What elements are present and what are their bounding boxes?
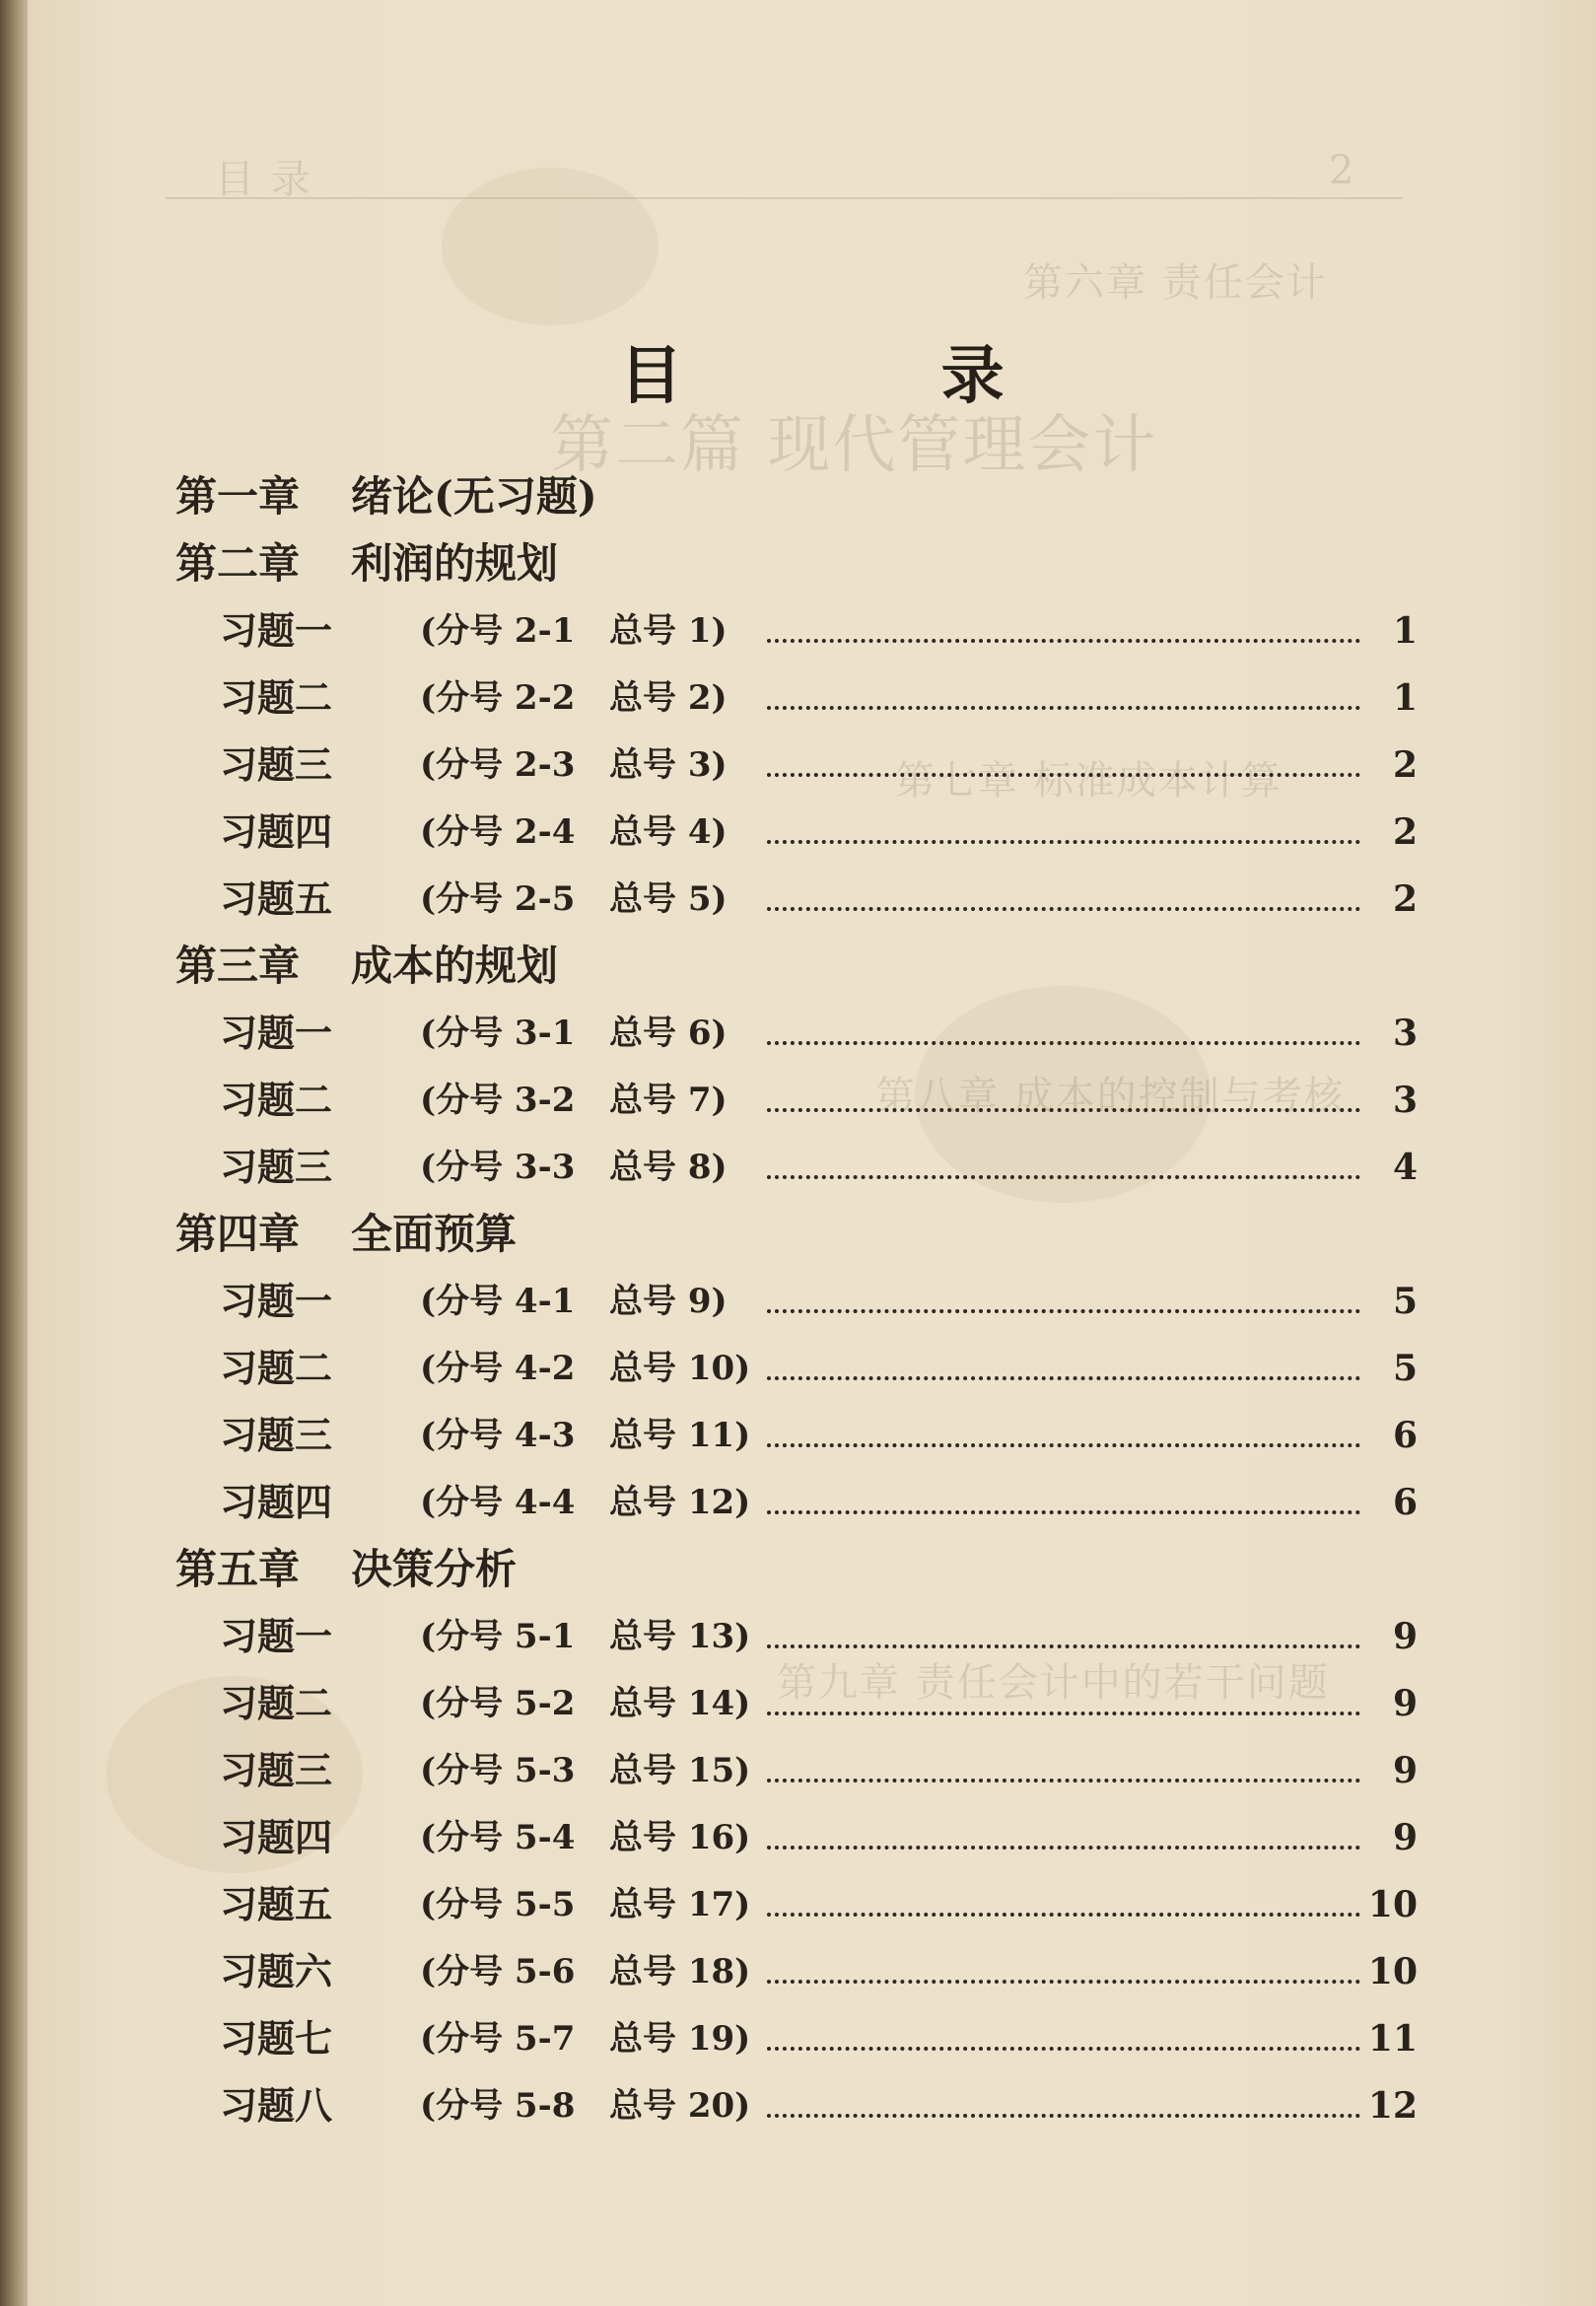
chapter-number: 第四章 <box>175 1210 301 1258</box>
exercise-name: 习题五 <box>220 876 333 921</box>
dot-leader <box>767 1108 1360 1112</box>
exercise-sub-number: (分号 3-1 <box>420 1013 576 1053</box>
dot-leader <box>767 1913 1360 1917</box>
bleed-through-header-left: 目 录 <box>215 157 312 202</box>
exercise-total-number: 总号 19) <box>609 2019 751 2059</box>
exercise-sub-number: (分号 4-3 <box>420 1416 576 1455</box>
toc-entry <box>175 1804 1418 1871</box>
exercise-sub-number: (分号 4-4 <box>420 1483 576 1522</box>
exercise-sub-number: (分号 5-5 <box>420 1885 576 1924</box>
exercise-name: 习题五 <box>220 1882 333 1926</box>
exercise-total-number: 总号 9) <box>609 1282 728 1321</box>
exercise-name: 习题四 <box>220 1480 333 1524</box>
exercise-sub-number: (分号 4-1 <box>420 1282 576 1321</box>
dot-leader <box>767 1376 1360 1380</box>
exercise-sub-number: (分号 2-1 <box>420 611 576 651</box>
chapter-number: 第一章 <box>175 472 301 521</box>
exercise-name: 习题一 <box>220 1279 333 1323</box>
chapter-heading <box>175 1201 1418 1268</box>
exercise-total-number: 总号 4) <box>609 812 728 852</box>
exercise-sub-number: (分号 3-2 <box>420 1081 576 1120</box>
dot-leader <box>767 1309 1360 1313</box>
bleed-through-chapter6: 第六章 责任会计 <box>1023 260 1328 306</box>
page-title: 目 录 <box>619 339 1123 413</box>
toc-entry <box>175 799 1418 866</box>
exercise-total-number: 总号 12) <box>609 1483 751 1522</box>
bleed-through-header-rule <box>166 197 1403 199</box>
bleed-through-chapter9: 第九章 责任会计中的若干问题 <box>777 1660 1330 1706</box>
page-number: 3 <box>1392 1080 1418 1121</box>
chapter-title: 成本的规划 <box>351 942 559 990</box>
page-number: 3 <box>1392 1013 1418 1054</box>
exercise-sub-number: (分号 5-4 <box>420 1818 576 1857</box>
toc-entry <box>175 1134 1418 1201</box>
page-number: 9 <box>1392 1817 1418 1858</box>
exercise-total-number: 总号 8) <box>609 1148 728 1187</box>
dot-leader <box>767 706 1360 710</box>
exercise-sub-number: (分号 5-2 <box>420 1684 576 1723</box>
exercise-name: 习题一 <box>220 1011 333 1055</box>
toc-entry <box>175 1670 1418 1737</box>
page-number: 5 <box>1392 1348 1418 1389</box>
toc-entry <box>175 1402 1418 1469</box>
toc-entry <box>175 732 1418 799</box>
exercise-total-number: 总号 16) <box>609 1818 751 1857</box>
exercise-sub-number: (分号 5-8 <box>420 2086 576 2126</box>
book-spine-shadow <box>0 0 28 2306</box>
chapter-title: 全面预算 <box>351 1210 518 1258</box>
bleed-through-chapter8: 第八章 成本的控制与考核 <box>875 1074 1346 1119</box>
chapter-number: 第三章 <box>175 942 301 990</box>
toc-entry <box>175 1603 1418 1670</box>
toc-entry <box>175 866 1418 933</box>
exercise-sub-number: (分号 5-1 <box>420 1617 576 1656</box>
page-number: 2 <box>1392 744 1418 786</box>
dot-leader <box>767 1712 1360 1715</box>
page-number: 9 <box>1392 1683 1418 1724</box>
exercise-name: 习题四 <box>220 1815 333 1859</box>
book-page <box>28 0 1596 2306</box>
exercise-name: 习题四 <box>220 809 333 854</box>
exercise-name: 习题二 <box>220 1078 333 1122</box>
chapter-title: 决策分析 <box>351 1545 518 1593</box>
exercise-total-number: 总号 17) <box>609 1885 751 1924</box>
exercise-total-number: 总号 2) <box>609 678 728 718</box>
exercise-sub-number: (分号 2-3 <box>420 745 576 785</box>
exercise-name: 习题二 <box>220 675 333 720</box>
exercise-total-number: 总号 3) <box>609 745 728 785</box>
page-number: 5 <box>1392 1281 1418 1322</box>
exercise-name: 习题一 <box>220 608 333 653</box>
exercise-total-number: 总号 14) <box>609 1684 751 1723</box>
dot-leader <box>767 1443 1360 1447</box>
toc-entry <box>175 1268 1418 1335</box>
dot-leader <box>767 773 1360 777</box>
toc-entry <box>175 1871 1418 1938</box>
page-number: 2 <box>1392 878 1418 920</box>
page-number: 2 <box>1392 811 1418 853</box>
page-number: 6 <box>1392 1415 1418 1456</box>
chapter-title: 利润的规划 <box>351 539 559 588</box>
chapter-heading <box>175 1536 1418 1603</box>
exercise-total-number: 总号 7) <box>609 1081 728 1120</box>
chapter-number: 第二章 <box>175 539 301 588</box>
dot-leader <box>767 1510 1360 1514</box>
chapter-title: 绪论(无习题) <box>351 472 597 521</box>
exercise-sub-number: (分号 5-7 <box>420 2019 576 2059</box>
bleed-through-chapter7: 第七章 标准成本计算 <box>895 758 1283 804</box>
dot-leader <box>767 1644 1360 1648</box>
toc-entry <box>175 2072 1418 2139</box>
page-number: 4 <box>1392 1147 1418 1188</box>
toc-entry <box>175 1067 1418 1134</box>
exercise-name: 习题七 <box>220 2016 333 2061</box>
bleed-through-banner: 第二篇 现代管理会计 <box>550 409 1158 482</box>
dot-leader <box>767 840 1360 844</box>
chapter-heading <box>175 933 1418 1000</box>
exercise-sub-number: (分号 2-5 <box>420 879 576 919</box>
exercise-name: 习题八 <box>220 2083 333 2128</box>
dot-leader <box>767 1779 1360 1782</box>
exercise-name: 习题三 <box>220 1145 333 1189</box>
dot-leader <box>767 639 1360 643</box>
exercise-total-number: 总号 1) <box>609 611 728 651</box>
toc-entry <box>175 664 1418 732</box>
dot-leader <box>767 2047 1360 2051</box>
toc-entry <box>175 2005 1418 2072</box>
exercise-name: 习题二 <box>220 1346 333 1390</box>
page-number: 9 <box>1392 1750 1418 1791</box>
page-number: 10 <box>1367 1951 1418 1992</box>
exercise-total-number: 总号 18) <box>609 1952 751 1992</box>
page-number: 12 <box>1367 2085 1418 2127</box>
chapter-heading <box>175 530 1418 597</box>
paper-stain <box>442 168 659 325</box>
dot-leader <box>767 2114 1360 2118</box>
dot-leader <box>767 1846 1360 1850</box>
exercise-total-number: 总号 6) <box>609 1013 728 1053</box>
dot-leader <box>767 1175 1360 1179</box>
page-number: 1 <box>1392 677 1418 719</box>
dot-leader <box>767 1041 1360 1045</box>
exercise-name: 习题三 <box>220 1413 333 1457</box>
exercise-sub-number: (分号 5-6 <box>420 1952 576 1992</box>
toc-entry <box>175 1938 1418 2005</box>
chapter-heading <box>175 463 1418 530</box>
exercise-total-number: 总号 13) <box>609 1617 751 1656</box>
exercise-sub-number: (分号 2-4 <box>420 812 576 852</box>
exercise-name: 习题三 <box>220 742 333 787</box>
toc-entry <box>175 1469 1418 1536</box>
exercise-name: 习题一 <box>220 1614 333 1658</box>
exercise-name: 习题二 <box>220 1681 333 1725</box>
toc-entry <box>175 1737 1418 1804</box>
exercise-name: 习题三 <box>220 1748 333 1792</box>
table-of-contents <box>175 463 1418 2139</box>
exercise-sub-number: (分号 2-2 <box>420 678 576 718</box>
page-number: 9 <box>1392 1616 1418 1657</box>
page-number: 6 <box>1392 1482 1418 1523</box>
dot-leader <box>767 1980 1360 1984</box>
exercise-name: 习题六 <box>220 1949 333 1993</box>
exercise-total-number: 总号 11) <box>609 1416 751 1455</box>
dot-leader <box>767 907 1360 911</box>
page-number: 10 <box>1367 1884 1418 1925</box>
exercise-sub-number: (分号 5-3 <box>420 1751 576 1790</box>
page-number: 11 <box>1367 2018 1418 2060</box>
exercise-total-number: 总号 5) <box>609 879 728 919</box>
bleed-through-header-right: 2 <box>1329 148 1356 193</box>
exercise-total-number: 总号 15) <box>609 1751 751 1790</box>
exercise-total-number: 总号 10) <box>609 1349 751 1388</box>
exercise-sub-number: (分号 4-2 <box>420 1349 576 1388</box>
page-number: 1 <box>1392 610 1418 652</box>
toc-entry <box>175 1000 1418 1067</box>
toc-entry <box>175 597 1418 664</box>
exercise-sub-number: (分号 3-3 <box>420 1148 576 1187</box>
toc-entry <box>175 1335 1418 1402</box>
exercise-total-number: 总号 20) <box>609 2086 751 2126</box>
chapter-number: 第五章 <box>175 1545 301 1593</box>
